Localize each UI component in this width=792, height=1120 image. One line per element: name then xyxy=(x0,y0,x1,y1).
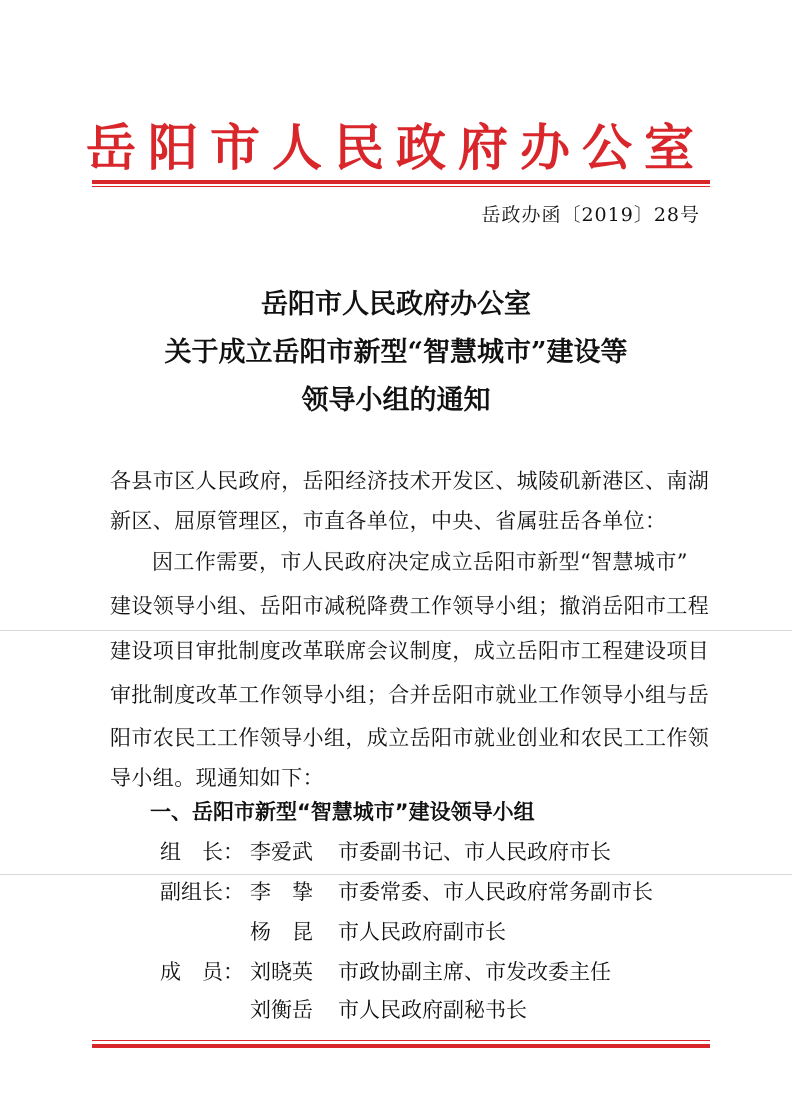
footer-red-rule-thin xyxy=(92,1040,710,1041)
paragraph-line-6: 导小组。现通知如下： xyxy=(110,766,324,790)
addressee-line-1: 各县市区人民政府，岳阳经济技术开发区、城陵矶新港区、南湖 xyxy=(110,469,710,493)
member-title: 市人民政府副市长 xyxy=(338,920,506,944)
document-number: 岳政办函〔2019〕28号 xyxy=(481,204,700,226)
member-title: 市委常委、市人民政府常务副市长 xyxy=(338,880,653,904)
title-line-3: 领导小组的通知 xyxy=(301,385,491,416)
member-title: 市政协副主席、市发改委主任 xyxy=(338,960,611,984)
scan-artifact-line xyxy=(0,630,792,631)
member-name: 刘衡岳 xyxy=(250,998,313,1022)
member-name: 李爱武 xyxy=(250,840,313,864)
member-role: 成 员： xyxy=(160,960,244,984)
title-line-1: 岳阳市人民政府办公室 xyxy=(261,289,531,320)
issuing-office-header: 岳阳市人民政府办公室 xyxy=(86,118,706,177)
member-name: 李 挚 xyxy=(250,880,313,904)
footer-red-rule xyxy=(92,1044,710,1048)
member-title: 市人民政府副秘书长 xyxy=(338,998,527,1022)
paragraph-line-3: 建设项目审批制度改革联席会议制度，成立岳阳市工程建设项目 xyxy=(110,639,710,663)
header-red-rule xyxy=(92,180,710,184)
paragraph-line-4: 审批制度改革工作领导小组；合并岳阳市就业工作领导小组与岳 xyxy=(110,683,710,707)
paragraph-line-2: 建设领导小组、岳阳市减税降费工作领导小组；撤消岳阳市工程 xyxy=(110,594,710,618)
addressee-line-2: 新区、屈原管理区，市直各单位，中央、省属驻岳各单位： xyxy=(110,509,667,533)
member-name: 刘晓英 xyxy=(250,960,313,984)
scan-artifact-line xyxy=(0,874,792,875)
paragraph-line-5: 阳市农民工工作领导小组，成立岳阳市就业创业和农民工工作领 xyxy=(110,726,710,750)
member-name: 杨 昆 xyxy=(250,920,313,944)
member-role: 副组长： xyxy=(160,880,244,904)
member-title: 市委副书记、市人民政府市长 xyxy=(338,840,611,864)
paragraph-line-1: 因工作需要，市人民政府决定成立岳阳市新型“智慧城市” xyxy=(152,550,688,574)
member-role: 组 长： xyxy=(160,840,244,864)
header-red-rule-thin xyxy=(92,186,710,187)
section-heading: 一、岳阳市新型“智慧城市”建设领导小组 xyxy=(150,800,535,824)
title-line-2: 关于成立岳阳市新型“智慧城市”建设等 xyxy=(164,337,628,368)
